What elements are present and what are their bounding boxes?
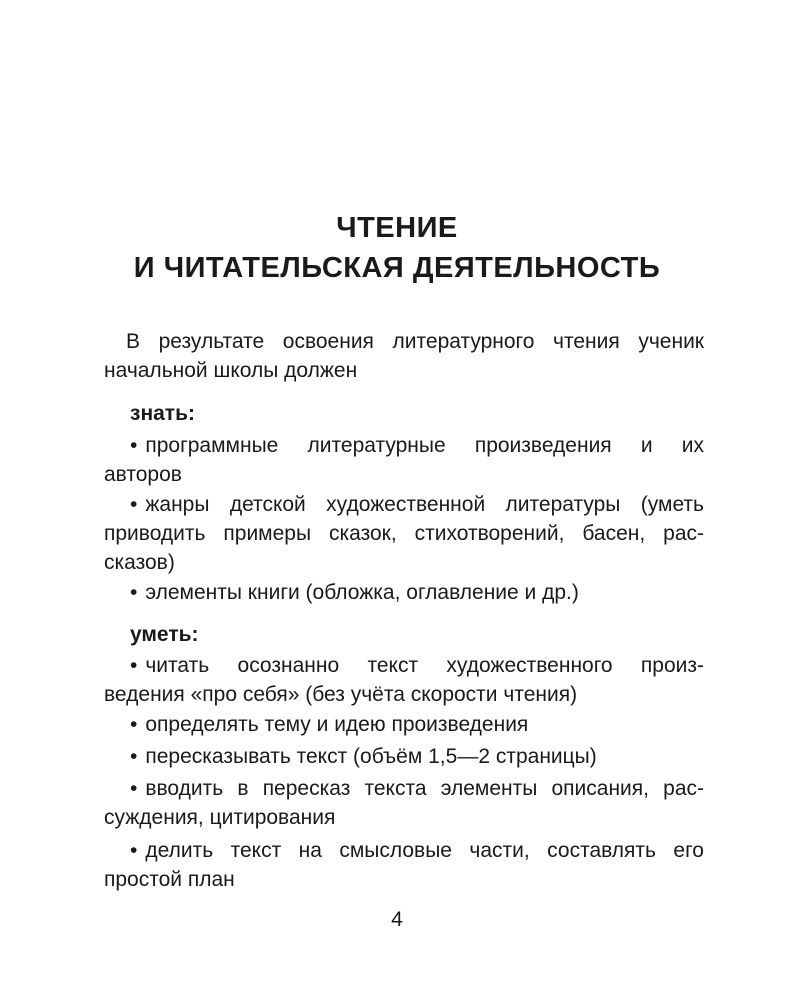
bullet-icon: •: [130, 581, 138, 604]
intro-line-2: начальной школы должен: [104, 359, 358, 382]
intro-paragraph: [104, 327, 704, 385]
bullet-icon: •: [130, 745, 138, 768]
list-item-text: делить текст на смысловые части, составлять его: [145, 839, 704, 862]
list-item: [104, 742, 704, 771]
bullet-icon: •: [130, 434, 138, 457]
list-item-text: вводить в пересказ текста элементы описания, рас-: [145, 777, 704, 800]
know-heading: знать:: [130, 402, 195, 425]
list-item-text: ведения «про себя» (без учёта скорости чтения): [104, 683, 578, 706]
list-item-text: суждения, цитирования: [104, 806, 336, 829]
list-item-text: программные литературные произведения и их: [145, 434, 704, 457]
can-heading: уметь:: [130, 623, 199, 646]
list-item: [104, 836, 704, 894]
list-item: [104, 774, 704, 832]
list-item-text: пересказывать текст (объём 1,5—2 страницы): [145, 745, 597, 768]
bullet-icon: •: [130, 493, 138, 516]
page-number: 4: [391, 908, 403, 931]
bullet-icon: •: [130, 713, 138, 736]
list-item: [104, 431, 704, 489]
list-item-text: сказов): [104, 551, 175, 574]
list-item-text: читать осознанно текст художественного произ-: [145, 654, 704, 677]
bullet-icon: •: [130, 839, 138, 862]
list-item-text: авторов: [104, 463, 182, 486]
list-item: [104, 578, 704, 607]
page-title: [0, 208, 794, 288]
list-item-text: приводить примеры сказок, стихотворений, басен, рас-: [104, 522, 704, 545]
list-item-text: жанры детской художественной литературы (уметь: [145, 493, 704, 516]
list-item: [104, 651, 704, 709]
list-item-text: элементы книги (обложка, оглавление и др.): [145, 581, 579, 604]
title-line-1: ЧТЕНИЕ: [336, 212, 458, 244]
list-item-text: простой план: [104, 868, 235, 891]
bullet-icon: •: [130, 654, 138, 677]
list-item-text: определять тему и идею произведения: [145, 713, 529, 736]
list-item: [104, 490, 704, 577]
list-item: [104, 710, 704, 739]
intro-line-1: В результате освоения литературного чтения ученик: [126, 330, 704, 353]
title-line-2: И ЧИТАТЕЛЬСКАЯ ДЕЯТЕЛЬНОСТЬ: [133, 252, 661, 284]
bullet-icon: •: [130, 777, 138, 800]
